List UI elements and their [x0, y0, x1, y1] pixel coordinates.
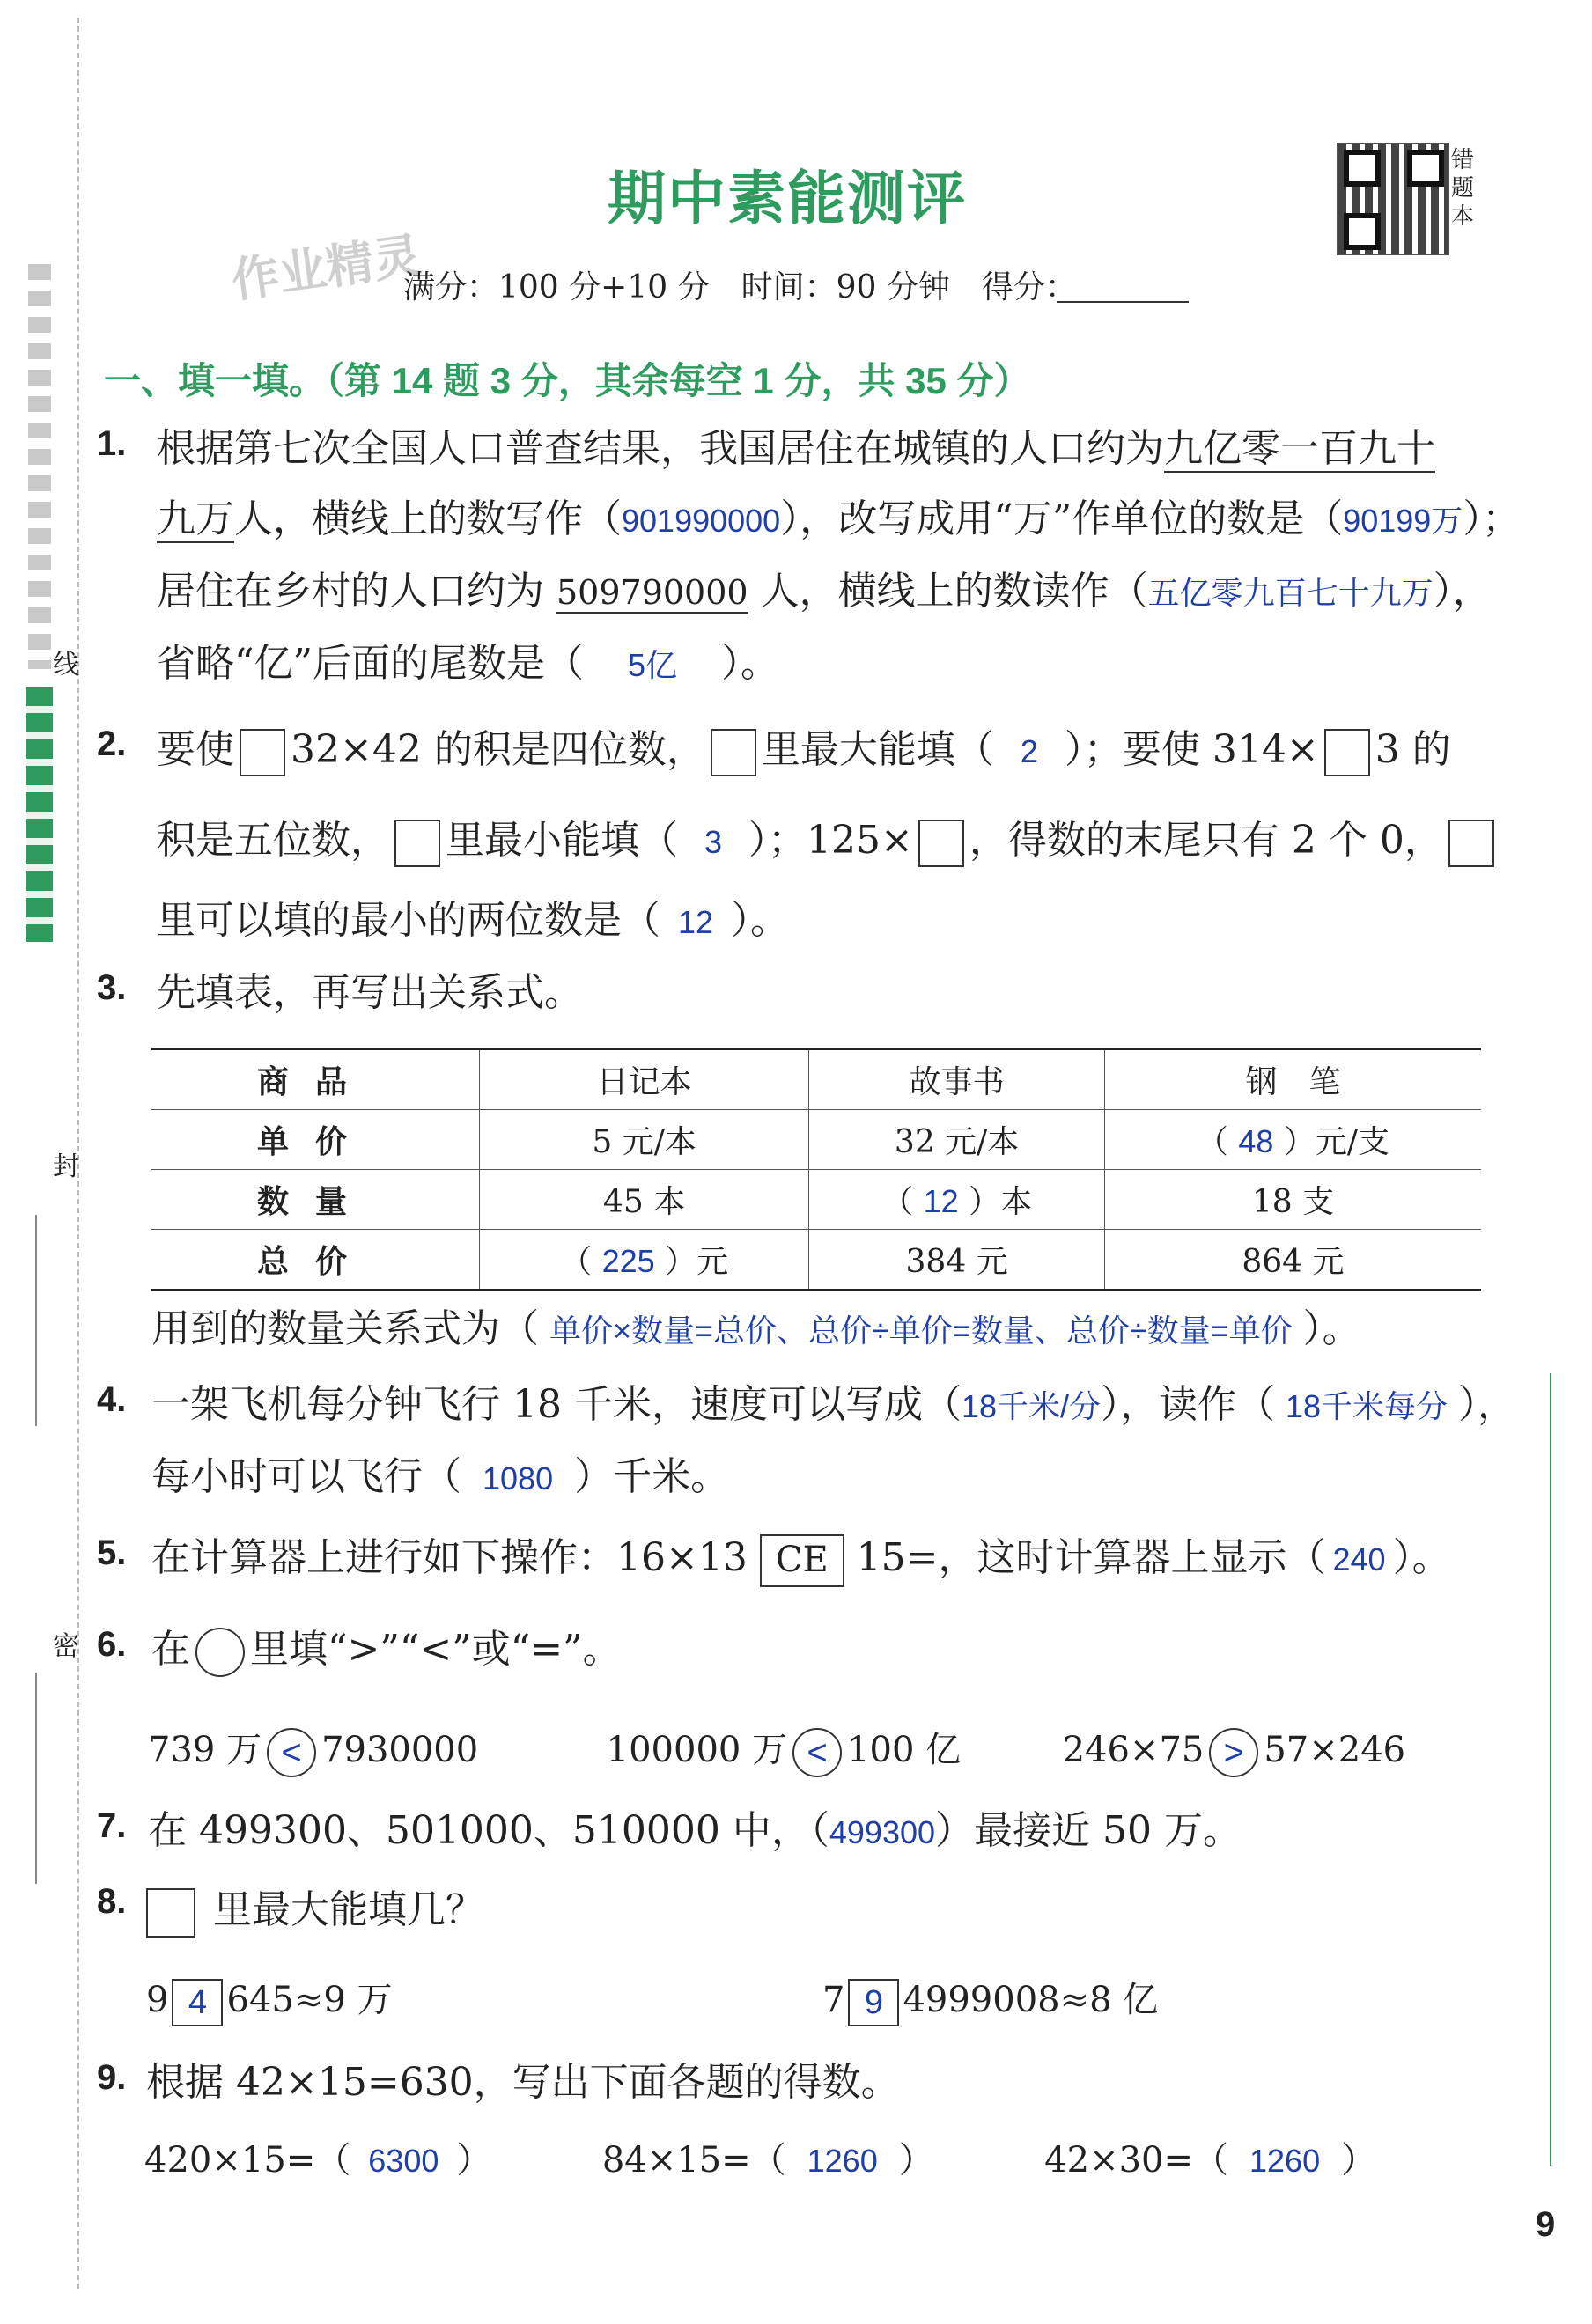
table-row	[151, 1170, 1481, 1230]
q3-rel-text-b: ）。	[1302, 1306, 1361, 1351]
q5-text-a: 在计算器上进行如下操作：16×13	[151, 1535, 748, 1580]
q6-text-a: 在	[151, 1627, 190, 1672]
q8-item2	[822, 1974, 1158, 2026]
margin-label-seal: 封	[53, 1151, 79, 1182]
table-cell: 总价	[151, 1230, 480, 1291]
q9-item2-answer[interactable]: 1260	[807, 2143, 878, 2179]
q1-text-g: ），	[1433, 569, 1492, 614]
margin-label-line: 线	[53, 650, 79, 680]
q6-items	[148, 1724, 1405, 1777]
q9-item3-end: ）	[1341, 2140, 1377, 2181]
q8-box-example	[146, 1888, 195, 1938]
qr-label: 错题本	[1451, 147, 1475, 230]
q7-line	[148, 1805, 1242, 1859]
table-cell: 数量	[151, 1170, 480, 1230]
table-row	[151, 1230, 1481, 1291]
q1-number: 1.	[97, 424, 127, 463]
side-green-tab	[26, 687, 53, 942]
q2-line1	[157, 724, 1451, 778]
q4-line2	[151, 1451, 729, 1505]
q2-box-6[interactable]	[1448, 820, 1494, 867]
q3-rel-answer[interactable]: 单价×数量=总价、总价÷单价=数量、总价÷数量=单价	[549, 1313, 1293, 1349]
table-cell: 商品	[151, 1049, 480, 1110]
q1-text-e: 居住在乡村的人口约为	[157, 569, 544, 614]
page-number: 9	[1536, 2205, 1556, 2244]
table-row	[151, 1049, 1481, 1110]
q2-answer-3[interactable]: 12	[678, 904, 714, 940]
q8-item1-answer[interactable]: 4	[172, 1979, 223, 2026]
q4-answer-1[interactable]: 18千米/分	[961, 1388, 1102, 1424]
qr-finder-tl	[1344, 150, 1381, 187]
q1-line4	[157, 637, 779, 692]
q6-circle-example	[195, 1628, 245, 1677]
table-cell: 钢 笔	[1104, 1049, 1481, 1110]
table-cell: 864 元	[1104, 1230, 1481, 1291]
q1-underlined-a: 九亿零一百九十	[1164, 426, 1435, 471]
q2-line2	[157, 814, 1500, 869]
q5-line	[151, 1532, 1451, 1587]
q8-number: 8.	[97, 1882, 127, 1921]
table-cell-answer[interactable]: （ 225 ）元	[480, 1230, 809, 1291]
table-cell: 45 本	[480, 1170, 809, 1230]
q6-item2-right: 100 亿	[847, 1730, 962, 1770]
q8-item1-a: 9	[146, 1980, 169, 2020]
q7-number: 7.	[97, 1806, 127, 1845]
q2-text-g: 里最小能填（	[446, 818, 678, 863]
q1-text-a: 根据第七次全国人口普查结果，我国居住在城镇的人口约为	[157, 426, 1164, 471]
q6-item3-answer[interactable]: >	[1209, 1728, 1258, 1777]
right-divider	[1550, 1373, 1551, 2166]
ce-key[interactable]: CE	[760, 1534, 844, 1587]
q9-item1-expr: 420×15=（	[144, 2140, 351, 2181]
q3-answer-total[interactable]: 225	[601, 1243, 655, 1279]
q1-answer-2[interactable]: 90199万	[1343, 503, 1463, 539]
q6-item1-right: 7930000	[321, 1730, 479, 1770]
q2-text-i: ，得数的末尾只有 2 个 0，	[969, 818, 1443, 863]
table-cell-answer[interactable]: （ 48 ）元/支	[1104, 1110, 1481, 1170]
q2-text-c: 里最大能填（	[761, 727, 994, 772]
score-meta: 满分：100 分+10 分 时间：90 分钟 得分：	[403, 269, 1077, 305]
q4-number: 4.	[97, 1380, 127, 1419]
qr-finder-bl	[1344, 213, 1381, 250]
q3-answer-price[interactable]: 48	[1238, 1123, 1274, 1159]
table-cell: 日记本	[480, 1049, 809, 1110]
margin-fill-line-2	[35, 1673, 37, 1884]
q2-box-5[interactable]	[918, 820, 964, 867]
q3-rel-text-a: 用到的数量关系式为（	[151, 1306, 539, 1351]
section-heading: 一、填一填。（第 14 题 3 分，其余每空 1 分，共 35 分）	[104, 360, 1031, 401]
table-cell-answer[interactable]: （ 12 ）本	[809, 1170, 1105, 1230]
q5-text-b: 15=，这时计算器上显示（	[856, 1535, 1326, 1580]
q1-underlined-b: 九万	[157, 496, 234, 541]
q2-text-b: 32×42 的积是四位数，	[291, 727, 705, 772]
q7-text-b: ）最接近 50 万。	[935, 1808, 1242, 1853]
q2-box-1[interactable]	[240, 729, 285, 776]
q1-line2	[157, 493, 1521, 548]
q8-item1-b: 645≈9 万	[226, 1980, 393, 2020]
q8-item2-b: 4999008≈8 亿	[903, 1980, 1159, 2020]
q9-item3-answer[interactable]: 1260	[1249, 2143, 1321, 2179]
score-blank[interactable]	[1057, 301, 1189, 303]
q2-text-a: 要使	[157, 727, 234, 772]
q2-text-k: ）。	[731, 898, 790, 943]
q6-item1-answer[interactable]: <	[267, 1728, 316, 1777]
q9-item1-answer[interactable]: 6300	[368, 2143, 439, 2179]
q8-item2-answer[interactable]: 9	[848, 1979, 899, 2026]
watermark: 作业精灵	[228, 229, 424, 308]
q9-item3-expr: 42×30=（	[1044, 2140, 1228, 2181]
binding-side-strip	[19, 264, 69, 942]
q9-items	[144, 2134, 1376, 2188]
q1-answer-4[interactable]: 5亿	[628, 647, 678, 683]
q2-answer-1[interactable]: 2	[1020, 733, 1038, 769]
q5-answer[interactable]: 240	[1332, 1541, 1386, 1578]
table-cell: 单价	[151, 1110, 480, 1170]
q8-line	[146, 1884, 484, 1938]
q9-number: 9.	[97, 2058, 127, 2097]
q6-text-b: 里填“>”“<”或“=”。	[250, 1627, 622, 1672]
q5-number: 5.	[97, 1533, 127, 1572]
q1-text-c: ），改写成用“万”作单位的数是（	[780, 496, 1344, 541]
q6-item3-right: 57×246	[1264, 1730, 1406, 1770]
q3-text: 先填表，再写出关系式。	[157, 970, 583, 1015]
q1-text-f: 人，横线上的数读作（	[760, 569, 1148, 614]
q5-text-c: ）。	[1392, 1535, 1451, 1580]
q1-line3	[157, 565, 1492, 620]
q1-text-h: 省略“亿”后面的尾数是（	[157, 641, 584, 686]
table-cell: 故事书	[809, 1049, 1105, 1110]
q6-number: 6.	[97, 1625, 127, 1664]
q2-text-e: 3 的	[1375, 727, 1451, 772]
q4-line1	[151, 1379, 1516, 1433]
q4-text-b: ），读作（	[1101, 1382, 1276, 1427]
q7-answer[interactable]: 499300	[829, 1814, 936, 1850]
q1-answer-3[interactable]: 五亿零九百七十九万	[1147, 575, 1434, 611]
q6-item2-left: 100000 万	[606, 1730, 788, 1770]
table-cell: 5 元/本	[480, 1110, 809, 1170]
q3-relation	[151, 1303, 1361, 1357]
q9-item2-expr: 84×15=（	[601, 2140, 786, 2181]
q4-text-d: 每小时可以飞行（	[151, 1454, 461, 1499]
q4-answer-2[interactable]: 18千米每分	[1286, 1388, 1448, 1424]
margin-fill-line-1	[35, 1215, 37, 1426]
q2-box-4[interactable]	[394, 820, 440, 867]
q8-item2-a: 7	[822, 1980, 845, 2020]
q2-text-h: ）；125×	[748, 818, 913, 863]
q4-answer-3[interactable]: 1080	[483, 1460, 554, 1497]
q2-line3	[157, 894, 789, 949]
table-row	[151, 1110, 1481, 1170]
q2-box-2[interactable]	[711, 729, 756, 776]
qr-finder-tr	[1407, 150, 1444, 187]
q4-text-a: 一架飞机每分钟飞行 18 千米，速度可以写成（	[151, 1382, 962, 1427]
q2-text-f: 积是五位数，	[157, 818, 389, 863]
q3-answer-qty[interactable]: 12	[923, 1183, 959, 1219]
q9-item2-end: ）	[898, 2140, 934, 2181]
q8-item1	[146, 1974, 392, 2026]
q1-answer-1[interactable]: 901990000	[622, 503, 781, 539]
q1-line1	[157, 423, 1435, 475]
q3-number: 3.	[97, 968, 127, 1007]
q2-box-3[interactable]	[1324, 729, 1370, 776]
table-cell: 32 元/本	[809, 1110, 1105, 1170]
q2-text-j: 里可以填的最小的两位数是（	[157, 898, 660, 943]
q1-underlined-c: 509790000	[556, 573, 748, 612]
q2-text-d: ）；要使 314×	[1064, 727, 1319, 772]
q1-text-i: ）。	[721, 641, 780, 686]
margin-label-seal2: 密	[53, 1631, 79, 1662]
q7-text-a: 在 499300、501000、510000 中，（	[148, 1808, 829, 1853]
q6-line	[151, 1623, 622, 1677]
q6-item2-answer[interactable]: <	[792, 1728, 842, 1777]
q1-text-b: 人，横线上的数写作（	[234, 496, 622, 541]
side-bar-1	[28, 264, 51, 669]
q9-item1-end: ）	[456, 2140, 492, 2181]
q3-table	[151, 1048, 1481, 1291]
table-cell: 18 支	[1104, 1170, 1481, 1230]
q4-text-e: ）千米。	[574, 1454, 730, 1499]
page-title: 期中素能测评	[608, 164, 967, 232]
q4-text-c: ），	[1458, 1382, 1517, 1427]
q2-answer-2[interactable]: 3	[704, 824, 723, 860]
q6-item3-left: 246×75	[1062, 1730, 1205, 1770]
table-cell: 384 元	[809, 1230, 1105, 1291]
q2-number: 2.	[97, 724, 127, 763]
q6-item1-left: 739 万	[148, 1730, 262, 1770]
q8-text: 里最大能填几？	[213, 1887, 484, 1932]
q9-text: 根据 42×15=630，写出下面各题的得数。	[146, 2060, 900, 2105]
q1-text-d: ）；	[1463, 496, 1522, 541]
